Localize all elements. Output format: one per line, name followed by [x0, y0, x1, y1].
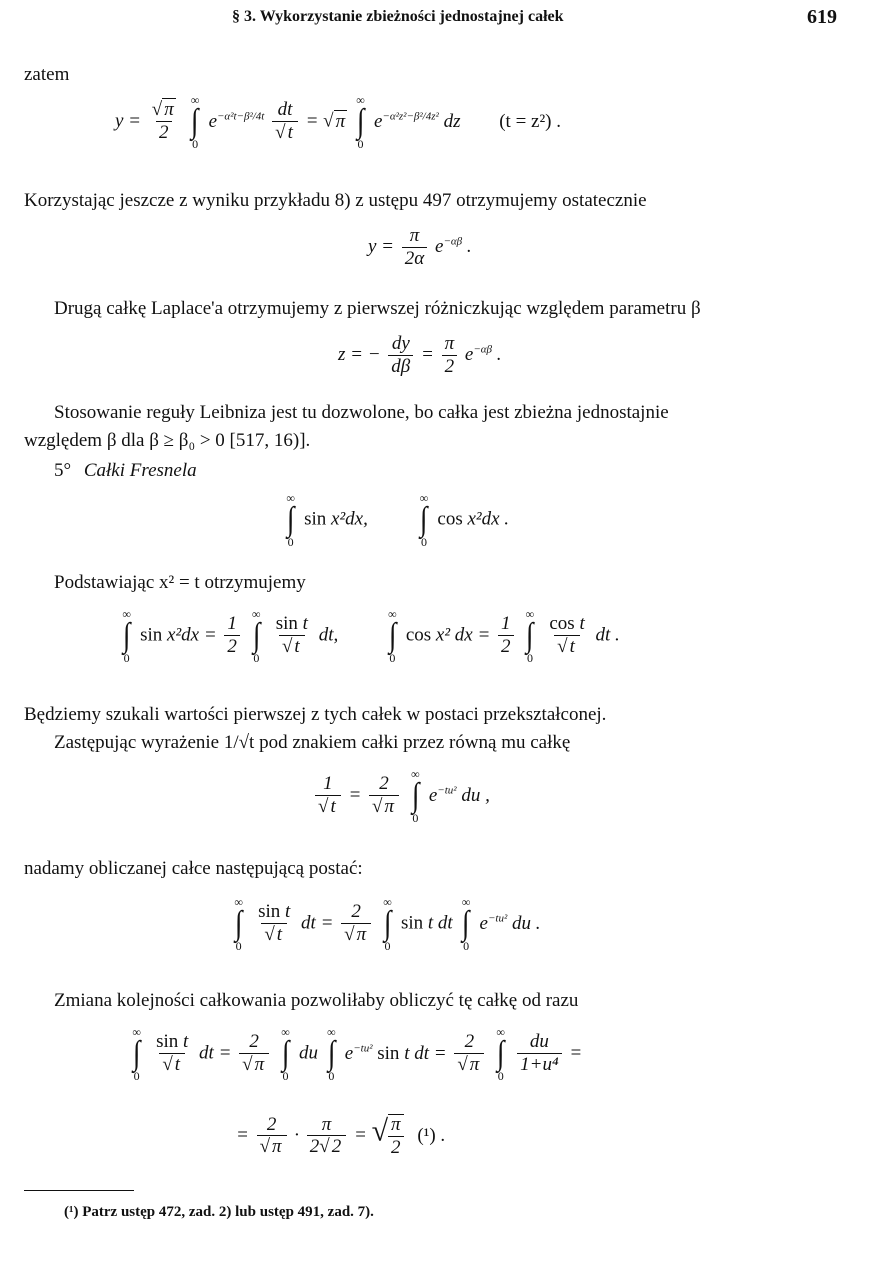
- page-number: 619: [807, 6, 837, 28]
- equation-1: y = $\frac{√ \pi}{2}$ ∞ ∫ 0 $e^{-\alpha^2t-\beta^2/4t}$ $\frac{dt}{√ t}$ = √ π ∞ ∫ 0 $e^{-\alpha^2z^2-\beta^2/4z^2}$ dz (t = z²) .: [115, 93, 561, 152]
- paragraph-zmiana: Zmiana kolejności całkowania pozwoliłaby obliczyć tę całkę od razu: [54, 990, 579, 1011]
- equation-3: z = − $\frac{dy}{d\beta}$ = $\frac{\pi}{2}$ $e^{-\alpha\beta}$ .: [338, 333, 502, 377]
- equation-7: ∞ ∫ 0 $\frac{\text{sin t}}{√ t}$ dt = $\frac{2}{√ \pi}$ ∞ ∫ 0 sin t dt ∞ ∫ 0 $e^{-tu^2}$ du .: [234, 895, 541, 954]
- equation-1-tag: (t = z²) .: [499, 110, 561, 132]
- section-title: Całki Fresnela: [83, 460, 197, 481]
- paragraph-bedziemy: Będziemy szukali wartości pierwszej z tych całek w postaci przekształconej.: [24, 704, 607, 725]
- paragraph-druga-calka: Drugą całkę Laplace'a otrzymujemy z pierwszej różniczkując względem parametru β: [54, 298, 701, 319]
- section-heading: [54, 460, 197, 482]
- footnote-rule: [24, 1190, 134, 1191]
- paragraph-korzystajac: Korzystając jeszcze z wyniku przykładu 8) z ustępu 497 otrzymujemy ostatecznie: [24, 190, 647, 211]
- running-header: § 3. Wykorzystanie zbieżności jednostajnej całek: [232, 8, 564, 25]
- paragraph-nadamy: nadamy obliczanej całce następującą postać:: [24, 858, 363, 879]
- equation-5: ∞ ∫ 0 sin x²dx = $\frac{1}{2}$ ∞ ∫ 0 $\frac{\text{sin t}}{√ t}$ dt, ∞ ∫ 0 cos x² dx = $\frac{1}{2}$ ∞ ∫ 0 $\frac{\text{cos t}}{√ t}$ dt .: [122, 607, 620, 666]
- equation-8b: = $\frac{2}{√ \pi}$ · $\frac{\pi}{2√ 2}$ = √ $\frac{\pi}{2}$ (¹) .: [236, 1113, 446, 1158]
- paragraph-leibniz: Stosowanie reguły Leibniza jest tu dozwolone, bo całka jest zbieżna jednostajnie: [54, 402, 669, 423]
- equation-8a: ∞ ∫ 0 $\frac{\text{sin t}}{√ t}$ dt = $\frac{2}{√ \pi}$ ∞ ∫ 0 du ∞ ∫ 0 $e^{-tu^2}$ sin t dt = $\frac{2}{√ \pi}$ ∞ ∫ 0 $\frac{du}{\text{1+u⁴}}$ =: [132, 1025, 583, 1084]
- paragraph-zatem: zatem: [24, 64, 70, 85]
- equation-6: $\frac{1}{√ t}$ = $\frac{2}{√ \pi}$ ∞ ∫ 0 $e^{-tu^2}$ du ,: [312, 768, 490, 824]
- paragraph-podstawiajac: Podstawiając x² = t otrzymujemy: [54, 572, 306, 593]
- paragraph-zastepujac: Zastępując wyrażenie 1/√t pod znakiem całki przez równą mu całkę: [54, 732, 571, 753]
- section-number: 5°: [54, 460, 72, 481]
- equation-4: ∞ ∫ 0 sin x²dx, ∞ ∫ 0 cos x²dx .: [286, 491, 510, 550]
- equation-2: y = $\frac{\pi}{2\alpha}$ $e^{-\alpha\beta}$ .: [368, 225, 472, 269]
- footnote-ref: (¹) .: [417, 1124, 446, 1146]
- paragraph-leibniz-cont: względem β dla β ≥ β₀ > 0 [517, 16)].: [24, 430, 311, 451]
- footnote: (¹) Patrz ustęp 472, zad. 2) lub ustęp 491, zad. 7).: [64, 1204, 374, 1220]
